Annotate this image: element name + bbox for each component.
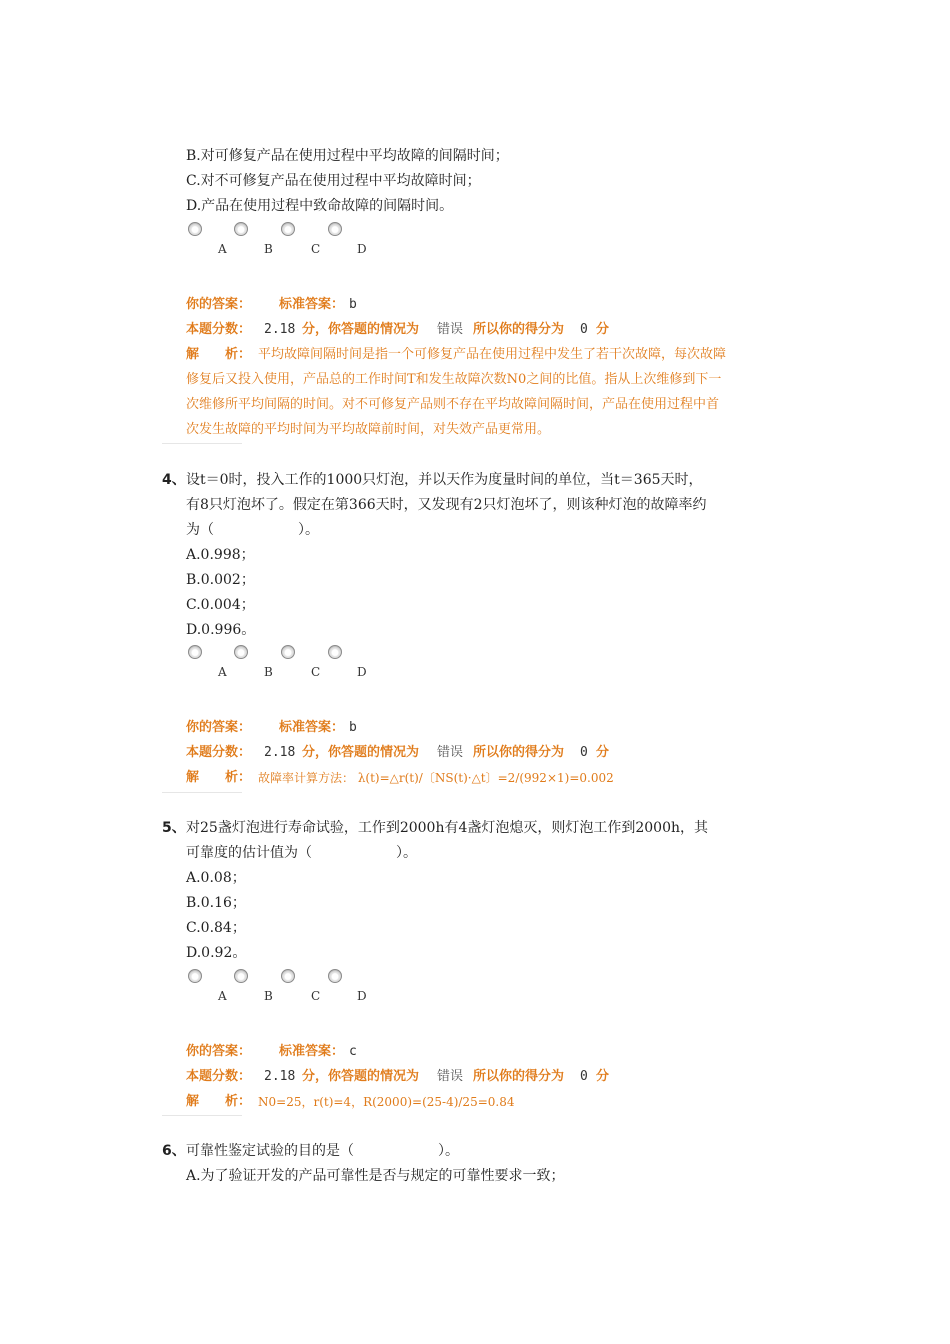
q4-your-answer-label: 你的答案： bbox=[186, 720, 252, 735]
q5-radio-b[interactable] bbox=[234, 969, 248, 983]
q5-radio-d[interactable] bbox=[328, 969, 342, 983]
q4-number: 4、 bbox=[162, 472, 186, 488]
q3-your-answer-label: 你的答案： bbox=[186, 297, 252, 312]
q5-option-b: B.0.16； bbox=[186, 895, 246, 911]
q5-score-mid: 分，你答题的情况为 bbox=[302, 1069, 420, 1084]
q5-status: 错误 bbox=[437, 1069, 464, 1084]
q3-radio-c[interactable] bbox=[281, 222, 295, 236]
q3-radio-d[interactable] bbox=[328, 222, 342, 236]
q3-status: 错误 bbox=[437, 322, 464, 337]
q4-radio-a[interactable] bbox=[188, 645, 202, 659]
q3-std-answer-label: 标准答案： bbox=[279, 297, 345, 312]
q3-unit: 分 bbox=[596, 322, 610, 337]
q3-radio-label-a: A bbox=[218, 242, 227, 256]
q4-score-mid: 分，你答题的情况为 bbox=[302, 745, 420, 760]
q3-radio-label-b: B bbox=[264, 242, 273, 256]
q5-analysis-line-1: N0=25，r(t)=4，R(2000)=(25-4)/25=0.84 bbox=[258, 1095, 515, 1109]
q4-radio-d[interactable] bbox=[328, 645, 342, 659]
q4-option-b: B.0.002； bbox=[186, 572, 255, 588]
q4-radio-label-b: B bbox=[264, 665, 273, 679]
q3-score-mid: 分，你答题的情况为 bbox=[302, 322, 420, 337]
q5-score-tail: 所以你的得分为 bbox=[473, 1069, 565, 1084]
q3-option-d: D.产品在使用过程中致命故障的间隔时间。 bbox=[186, 198, 454, 214]
q4-option-d: D.0.996。 bbox=[186, 622, 256, 638]
q3-option-b: B.对可修复产品在使用过程中平均故障的间隔时间； bbox=[186, 148, 509, 164]
q6-option-a: A.为了验证开发的产品可靠性是否与规定的可靠性要求一致； bbox=[186, 1168, 565, 1184]
q3-separator bbox=[162, 443, 242, 444]
q3-score: 2.18 bbox=[264, 322, 296, 337]
q4-score: 2.18 bbox=[264, 745, 296, 760]
q5-stem-line-1: 对25盏灯泡进行寿命试验，工作到2000h有4盏灯泡熄灭，则灯泡工作到2000h，其 bbox=[186, 820, 709, 836]
q3-radio-label-c: C bbox=[311, 242, 321, 256]
q5-analysis-label: 解 析： bbox=[186, 1094, 252, 1109]
q4-option-c: C.0.004； bbox=[186, 597, 255, 613]
q3-analysis-line-2: 修复后又投入使用，产品总的工作时间T和发生故障次数N0之间的比值。指从上次维修到下一 bbox=[186, 372, 722, 387]
q4-radio-b[interactable] bbox=[234, 645, 248, 659]
q4-radio-c[interactable] bbox=[281, 645, 295, 659]
q5-unit: 分 bbox=[596, 1069, 610, 1084]
q5-option-d: D.0.92。 bbox=[186, 945, 247, 961]
q5-radio-a[interactable] bbox=[188, 969, 202, 983]
q3-earned: 0 bbox=[580, 322, 588, 337]
q3-analysis-line-4: 次发生故障的平均时间为平均故障前时间，对失效产品更常用。 bbox=[186, 422, 551, 437]
q5-radio-label-c: C bbox=[311, 989, 321, 1003]
q3-option-c: C.对不可修复产品在使用过程中平均故障时间； bbox=[186, 173, 481, 189]
q4-analysis-line-1: 故障率计算方法： λ(t)=△r(t)/〔NS(t)·△t〕=2/(992×1)=0.002 bbox=[258, 771, 614, 785]
q5-radio-label-d: D bbox=[357, 989, 367, 1003]
q4-earned: 0 bbox=[580, 745, 588, 760]
q4-score-tail: 所以你的得分为 bbox=[473, 745, 565, 760]
q5-score-label: 本题分数： bbox=[186, 1069, 252, 1084]
q3-analysis-label: 解 析： bbox=[186, 347, 252, 362]
q5-radio-label-b: B bbox=[264, 989, 273, 1003]
q5-radio-label-a: A bbox=[218, 989, 227, 1003]
q3-analysis-line-1: 平均故障间隔时间是指一个可修复产品在使用过程中发生了若干次故障，每次故障 bbox=[258, 347, 727, 362]
q5-std-answer-label: 标准答案： bbox=[279, 1044, 345, 1059]
q6-stem-line-1: 可靠性鉴定试验的目的是（ ）。 bbox=[186, 1143, 459, 1159]
q3-std-answer: b bbox=[349, 297, 357, 312]
q5-radio-c[interactable] bbox=[281, 969, 295, 983]
q5-separator bbox=[162, 1115, 242, 1116]
q5-std-answer: c bbox=[349, 1044, 357, 1059]
q4-score-label: 本题分数： bbox=[186, 745, 252, 760]
q5-stem-line-2: 可靠度的估计值为（ ）。 bbox=[186, 845, 417, 861]
q5-earned: 0 bbox=[580, 1069, 588, 1084]
q5-your-answer-label: 你的答案： bbox=[186, 1044, 252, 1059]
q4-std-answer-label: 标准答案： bbox=[279, 720, 345, 735]
q4-option-a: A.0.998； bbox=[186, 547, 255, 563]
q3-score-tail: 所以你的得分为 bbox=[473, 322, 565, 337]
q4-stem-line-3: 为（ ）。 bbox=[186, 522, 319, 538]
q5-option-c: C.0.84； bbox=[186, 920, 246, 936]
q5-score: 2.18 bbox=[264, 1069, 296, 1084]
q4-status: 错误 bbox=[437, 745, 464, 760]
q4-separator bbox=[162, 792, 242, 793]
q5-number: 5、 bbox=[162, 820, 186, 836]
q3-radio-label-d: D bbox=[357, 242, 367, 256]
q4-unit: 分 bbox=[596, 745, 610, 760]
q4-std-answer: b bbox=[349, 720, 357, 735]
q4-radio-label-a: A bbox=[218, 665, 227, 679]
q3-radio-b[interactable] bbox=[234, 222, 248, 236]
q3-analysis-line-3: 次维修所平均间隔的时间。对不可修复产品则不存在平均故障间隔时间，产品在使用过程中首 bbox=[186, 397, 720, 412]
q4-stem-line-2: 有8只灯泡坏了。假定在第366天时，又发现有2只灯泡坏了，则该种灯泡的故障率约 bbox=[186, 497, 707, 513]
q4-radio-label-d: D bbox=[357, 665, 367, 679]
q5-option-a: A.0.08； bbox=[186, 870, 246, 886]
q3-score-label: 本题分数： bbox=[186, 322, 252, 337]
q4-stem-line-1: 设t＝0时，投入工作的1000只灯泡，并以天作为度量时间的单位，当t＝365天时， bbox=[186, 472, 703, 488]
q3-radio-a[interactable] bbox=[188, 222, 202, 236]
q4-radio-label-c: C bbox=[311, 665, 321, 679]
q4-analysis-label: 解 析： bbox=[186, 770, 252, 785]
q6-number: 6、 bbox=[162, 1143, 186, 1159]
